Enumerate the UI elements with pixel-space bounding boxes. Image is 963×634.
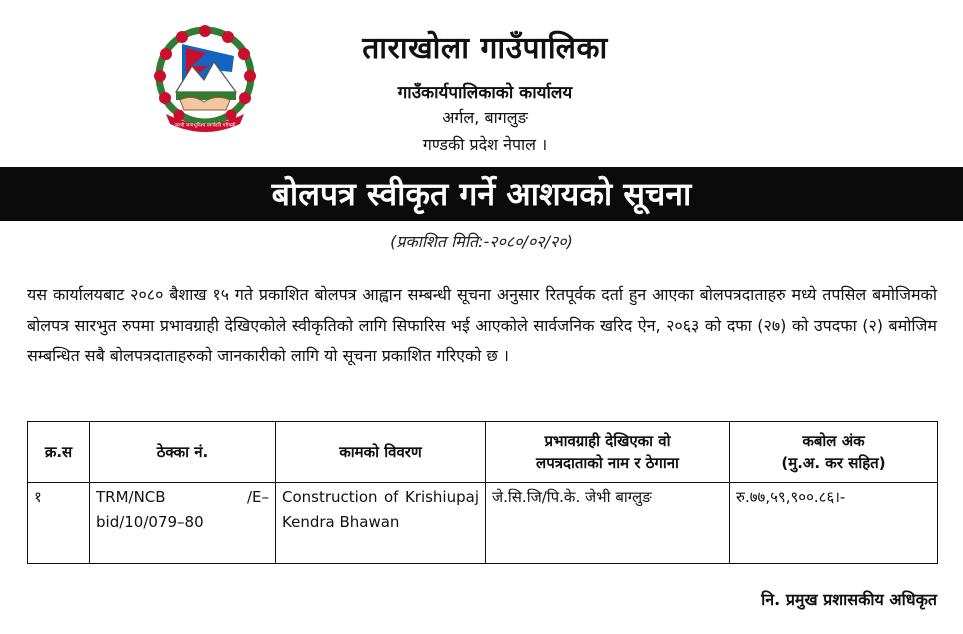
- province-line: गण्डकी प्रदेश नेपाल ।: [422, 135, 548, 154]
- col-bidder-line1: प्रभावग्राही देखिएका वो: [544, 432, 671, 450]
- emblem-motto: जननी जन्मभूमिश्च स्वर्गादपि गरीयसी: [174, 123, 236, 129]
- col-amount-line2: (मु.अ. कर सहित): [781, 454, 886, 472]
- nepal-emblem-icon: [152, 22, 258, 134]
- cell-sn: १: [28, 483, 90, 564]
- notice-body: यस कार्यालयबाट २०८० बैशाख १५ गते प्रकाशित बोलपत्र आह्वान सम्बन्धी सूचना अनुसार रितपूर्वक दर्ता हुन आएका बोलपत्रदाताहरु मध्ये तपसिल बमोजिमको बोलपत्र सारभुत रुपमा प्रभावग्राही देखिएकोले स्वीकृतिको लागि सिफारिस भई आएकोले सार्वजनिक खरिद ऐन, २०६३ को दफा (२७) को उपदफा (२) बमोजिम सम्बन्धित सबै बोलपत्रदाताहरुको जानकारीको लागि यो सूचना प्रकाशित गरिएको छ ।: [27, 285, 937, 365]
- cell-bidder: जे.सि.जि/पि.के. जेभी बाग्लुङ: [486, 483, 730, 564]
- bid-table: [27, 421, 938, 564]
- table-header-row: [28, 422, 938, 483]
- col-amount: [730, 422, 938, 483]
- notice-title: बोलपत्र स्वीकृत गर्ने आशयको सूचना: [0, 167, 963, 221]
- cell-description: Construction of Krishiupaj Kendra Bhawan: [276, 483, 486, 564]
- col-sn: क्र.स: [28, 422, 90, 483]
- published-date: (प्रकाशित मिति:-२०८०/०२/२०): [390, 232, 573, 251]
- municipality-name: ताराखोला गाउँपालिका: [362, 31, 608, 66]
- office-address: अर्गल, बागलुङ: [442, 108, 528, 127]
- table-row: [28, 483, 938, 564]
- col-description: कामको विवरण: [276, 422, 486, 483]
- cell-contract-no: TRM/NCB /E–bid/10/079–80: [90, 483, 276, 564]
- office-name: गाउँकार्यपालिकाको कार्यालय: [397, 83, 573, 103]
- col-amount-line1: कबोल अंक: [802, 432, 865, 450]
- col-bidder: [486, 422, 730, 483]
- col-contract-no: ठेक्का नं.: [90, 422, 276, 483]
- cell-amount: रु.७७,५९,९००.८६।-: [730, 483, 938, 564]
- signature-title: नि. प्रमुख प्रशासकीय अधिकृत: [761, 590, 937, 609]
- col-bidder-line2: लपत्रदाताको नाम र ठेगाना: [536, 454, 679, 472]
